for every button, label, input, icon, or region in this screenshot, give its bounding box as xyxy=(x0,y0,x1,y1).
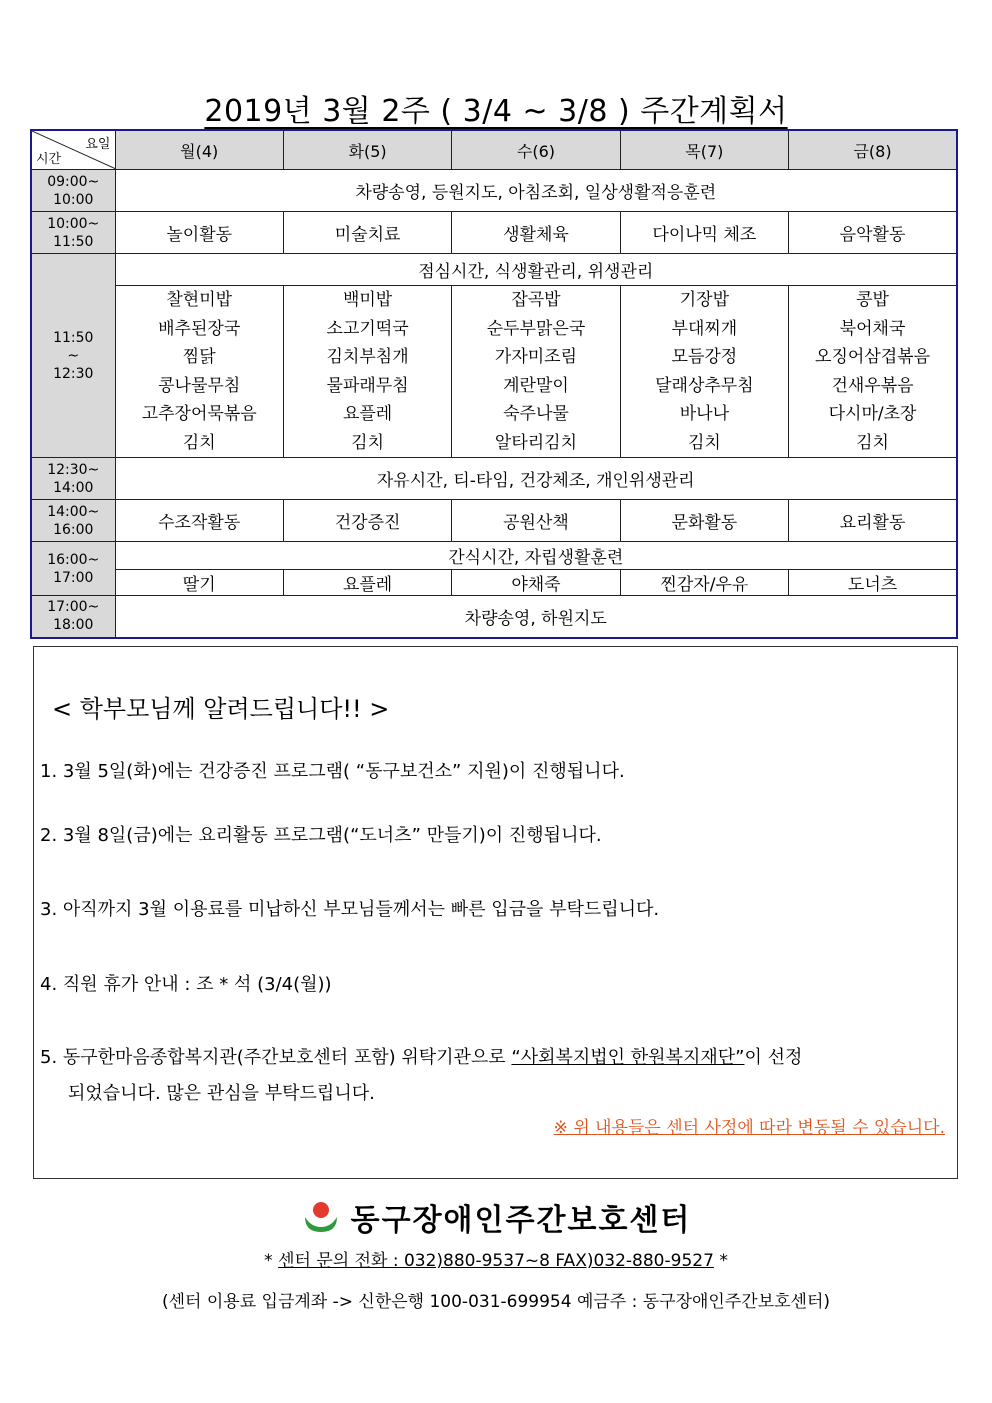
notice-item-3: 3. 아직까지 3월 이용료를 미납하신 부모님들께서는 빠른 입금을 부탁드립니다. xyxy=(40,899,660,920)
menu-item: 부대찌개 xyxy=(671,318,738,339)
activity-cell: 미술치료 xyxy=(283,212,451,254)
menu-item: 잡곡밥 xyxy=(511,290,561,310)
menu-item: 물파래무침 xyxy=(326,375,409,396)
menu-item: 계란말이 xyxy=(503,375,569,396)
activity-cell: 문화활동 xyxy=(620,500,788,542)
activity-cell: 음악활동 xyxy=(789,212,957,254)
menu-item: 북어채국 xyxy=(839,318,906,339)
row-lunch-menu xyxy=(31,286,957,458)
corner-cell xyxy=(31,130,115,170)
merged-activity-cell: 차량송영, 등원지도, 아침조회, 일상생활적응훈련 xyxy=(115,170,957,212)
activity-cell: 다이나믹 체조 xyxy=(620,212,788,254)
menu-cell-tue xyxy=(283,286,451,458)
menu-item: 김치 xyxy=(687,432,721,453)
activity-cell: 요리활동 xyxy=(789,500,957,542)
snack-item: 야채죽 xyxy=(452,570,620,596)
lunch-cell: 점심시간, 식생활관리, 위생관리 xyxy=(115,254,957,286)
menu-item: 가자미조림 xyxy=(494,347,578,367)
time-cell: 17:00~ 18:00 xyxy=(31,596,115,638)
menu-cell-fri xyxy=(789,286,957,458)
menu-item: 배추된장국 xyxy=(158,318,241,339)
menu-item: 달래상추무침 xyxy=(655,375,754,396)
row-1230 xyxy=(31,458,957,500)
time-cell: 11:50 ~ 12:30 xyxy=(31,254,115,458)
day-header-tue: 화(5) xyxy=(283,130,451,170)
menu-item: 숙주나물 xyxy=(503,404,569,424)
time-cell: 10:00~ 11:50 xyxy=(31,212,115,254)
star-mark: * xyxy=(719,1251,728,1271)
notice-heading: < 학부모님께 알려드립니다!! > xyxy=(52,695,390,723)
menu-cell-wed xyxy=(452,286,620,458)
merged-activity-cell: 차량송영, 하원지도 xyxy=(115,596,957,638)
menu-item: 알타리김치 xyxy=(494,432,578,453)
menu-item: 소고기떡국 xyxy=(326,318,409,339)
menu-item: 바나나 xyxy=(679,404,729,424)
document-title xyxy=(0,86,992,130)
bank-account-info: (센터 이용료 입금계좌 -> 신한은행 100-031-699954 예금주 : 동구장애인주간보호센터) xyxy=(161,1292,831,1312)
day-header-thu: 목(7) xyxy=(620,130,788,170)
activity-cell: 공원산책 xyxy=(452,500,620,542)
contact-info xyxy=(0,1246,992,1271)
menu-item: 기장밥 xyxy=(679,290,729,310)
notice-item-5-pre: 5. 동구한마음종합복지관(주간보호센터 포함) 위탁기관으로 xyxy=(40,1047,512,1068)
menu-item: 다시마/초장 xyxy=(828,404,917,424)
menu-item: 건새우볶음 xyxy=(831,375,914,396)
activity-cell: 놀이활동 xyxy=(115,212,283,254)
row-1000 xyxy=(31,212,957,254)
center-name: 동구장애인주간보호센터 xyxy=(350,1203,692,1238)
menu-item: 김치부침개 xyxy=(326,347,409,367)
row-snack-items xyxy=(31,570,957,596)
activity-cell: 수조작활동 xyxy=(115,500,283,542)
snack-item: 찐감자/우유 xyxy=(620,570,788,596)
caution-note: ※ 위 내용들은 센터 사정에 따라 변동될 수 있습니다. xyxy=(553,1118,945,1138)
corner-day-label: 요일 xyxy=(85,137,111,152)
menu-cell-mon xyxy=(115,286,283,458)
activity-cell: 생활체육 xyxy=(452,212,620,254)
time-cell: 14:00~ 16:00 xyxy=(31,500,115,542)
menu-item: 콩밥 xyxy=(856,290,889,310)
menu-item: 찜닭 xyxy=(182,347,216,367)
menu-item: 김치 xyxy=(351,432,385,453)
day-header-wed: 수(6) xyxy=(452,130,620,170)
notice-box xyxy=(33,646,958,1179)
menu-item: 순두부맑은국 xyxy=(486,318,586,339)
row-snack-header xyxy=(31,542,957,570)
merged-activity-cell: 자유시간, 티-타임, 건강체조, 개인위생관리 xyxy=(115,458,957,500)
notice-item-5 xyxy=(40,1043,802,1069)
menu-item: 모듬강정 xyxy=(671,347,738,367)
row-lunch-header xyxy=(31,254,957,286)
menu-item: 백미밥 xyxy=(342,290,393,310)
notice-item-1: 1. 3월 5일(화)에는 건강증진 프로그램( “동구보건소” 지원)이 진행됩니다. xyxy=(40,761,625,782)
menu-item: 김치 xyxy=(182,432,216,453)
row-1700 xyxy=(31,596,957,638)
snack-item: 딸기 xyxy=(115,570,283,596)
row-0900 xyxy=(31,170,957,212)
activity-cell: 건강증진 xyxy=(283,500,451,542)
snack-item: 도너츠 xyxy=(789,570,957,596)
time-cell: 09:00~ 10:00 xyxy=(31,170,115,212)
contact-phone-fax: 센터 문의 전화 : 032)880-9537~8 FAX)032-880-9527 xyxy=(278,1251,714,1271)
row-1400 xyxy=(31,500,957,542)
notice-item-4: 4. 직원 휴가 안내 : 조 * 석 (3/4(월)) xyxy=(40,974,332,995)
center-logo-block xyxy=(0,1195,992,1239)
menu-item: 오징어삼겹볶음 xyxy=(815,347,931,367)
notice-item-5-line2: 되었습니다. 많은 관심을 부탁드립니다. xyxy=(68,1083,375,1104)
time-cell: 16:00~ 17:00 xyxy=(31,542,115,596)
snack-item: 요플레 xyxy=(283,570,451,596)
title-text: 2019년 3월 2주 ( 3/4 ~ 3/8 ) 주간계획서 xyxy=(204,94,788,129)
star-mark: * xyxy=(264,1251,273,1271)
menu-item: 콩나물무침 xyxy=(158,375,241,396)
menu-item: 김치 xyxy=(856,432,889,453)
snack-cell: 간식시간, 자립생활훈련 xyxy=(115,542,957,570)
menu-item: 요플레 xyxy=(342,404,393,424)
day-header-mon: 월(4) xyxy=(115,130,283,170)
notice-item-5-underlined: “사회복지법인 한원복지재단” xyxy=(511,1047,745,1068)
menu-item: 찰현미밥 xyxy=(166,290,233,310)
menu-cell-thu xyxy=(620,286,788,458)
header-row xyxy=(31,130,957,170)
notice-item-2: 2. 3월 8일(금)에는 요리활동 프로그램(“도너츠” 만들기)이 진행됩니다. xyxy=(40,825,602,846)
notice-item-5-post: 이 선정 xyxy=(744,1047,803,1068)
center-logo-icon xyxy=(301,1199,341,1235)
weekly-schedule-table xyxy=(30,129,958,639)
day-header-fri: 금(8) xyxy=(789,130,957,170)
time-cell: 12:30~ 14:00 xyxy=(31,458,115,500)
menu-item: 고추장어묵볶음 xyxy=(141,404,257,424)
corner-time-label: 시간 xyxy=(36,152,62,167)
